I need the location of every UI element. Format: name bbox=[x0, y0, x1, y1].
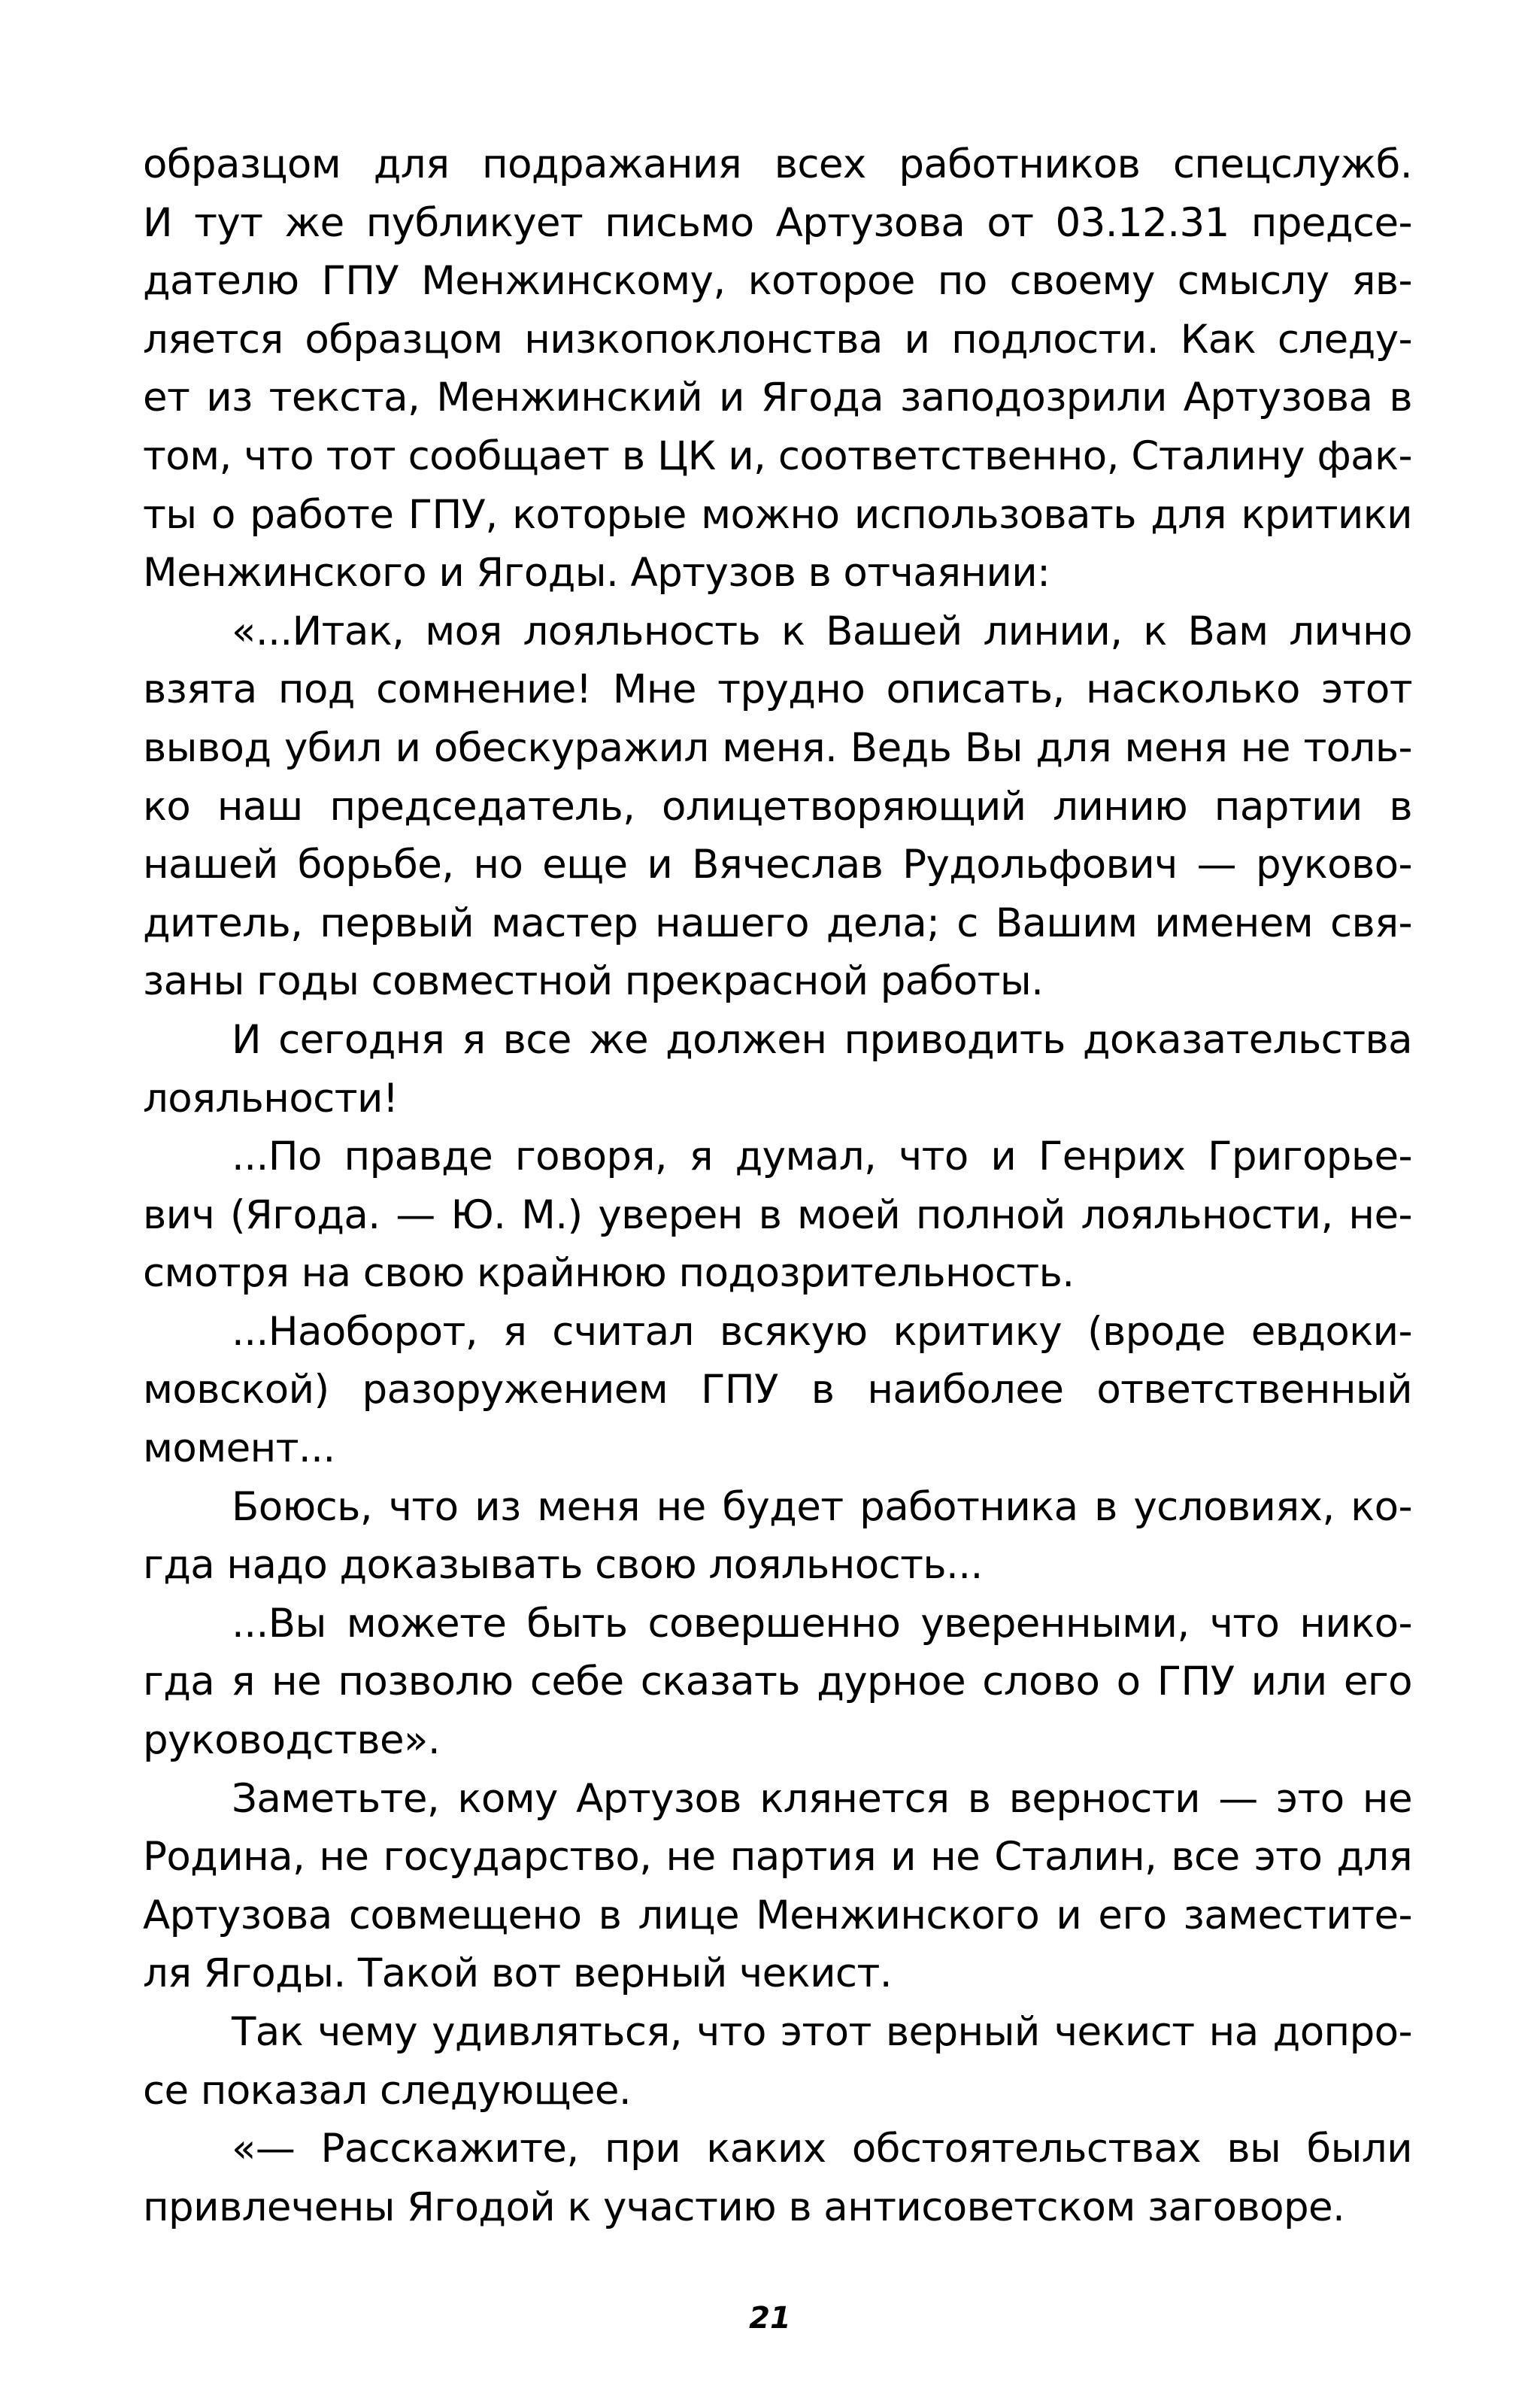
text-line: «...Итак, моя лояльность к Вашей линии, к Вам лично bbox=[232, 608, 1412, 654]
text-line: ...По правде говоря, я думал, что и Генрих Григорье- bbox=[232, 1134, 1412, 1180]
text-line: И тут же публикует письмо Артузова от 03.12.31 предсе- bbox=[143, 199, 1412, 246]
text-line: Боюсь, что из меня не будет работника в условиях, ко- bbox=[232, 1483, 1412, 1530]
text-line: вич (Ягода. — Ю. М.) уверен в моей полной лояльности, не- bbox=[143, 1191, 1412, 1238]
text-line: ты о работе ГПУ, которые можно использовать для критики bbox=[143, 491, 1412, 538]
text-line: «— Расскажите, при каких обстоятельствах вы были bbox=[232, 2126, 1412, 2172]
text-line: Менжинского и Ягоды. Артузов в отчаянии: bbox=[143, 550, 1050, 596]
text-line: ...Наоборот, я считал всякую критику (вроде евдоки- bbox=[232, 1308, 1412, 1355]
text-line: дитель, первый мастер нашего дела; с Вашим именем свя- bbox=[143, 900, 1412, 946]
text-line: се показал следующее. bbox=[143, 2067, 632, 2114]
text-line: нашей борьбе, но еще и Вячеслав Рудольфович — руково- bbox=[143, 842, 1412, 888]
text-line: взята под сомнение! Мне трудно описать, насколько этот bbox=[143, 666, 1412, 713]
text-line: смотря на свою крайнюю подозрительность. bbox=[143, 1250, 1075, 1297]
text-line: привлечены Ягодой к участию в антисоветском заговоре. bbox=[143, 2184, 1345, 2230]
text-line: образцом для подражания всех работников спецслужб. bbox=[143, 141, 1412, 187]
text-line: ет из текста, Менжинский и Ягода заподозрили Артузова в bbox=[143, 375, 1412, 421]
text-line: ко наш председатель, олицетворяющий линию партии в bbox=[143, 783, 1412, 830]
text-line: гда надо доказывать свою лояльность... bbox=[143, 1542, 983, 1589]
text-line: вывод убил и обескуражил меня. Ведь Вы для меня не толь- bbox=[143, 724, 1412, 771]
page-number: 21 bbox=[749, 2301, 791, 2336]
text-line: Родина, не государство, не партия и не Сталин, все это для bbox=[143, 1834, 1412, 1880]
text-line: Заметьте, кому Артузов клянется в верности — это не bbox=[232, 1775, 1412, 1822]
text-line: Так чему удивляться, что этот верный чекист на допро- bbox=[232, 2009, 1412, 2055]
text-line: гда я не позволю себе сказать дурное слово о ГПУ или его bbox=[143, 1659, 1412, 1705]
text-line: момент... bbox=[143, 1425, 335, 1472]
text-line: дателю ГПУ Менжинскому, которое по своему смыслу яв- bbox=[143, 258, 1412, 305]
text-line: заны годы совместной прекрасной работы. bbox=[143, 958, 1044, 1005]
text-line: ля Ягоды. Такой вот верный чекист. bbox=[143, 1950, 892, 1997]
text-line: руководстве». bbox=[143, 1717, 441, 1764]
text-line: мовской) разоружением ГПУ в наиболее ответственный bbox=[143, 1367, 1412, 1413]
text-line: лояльности! bbox=[143, 1075, 399, 1122]
text-line: том, что тот сообщает в ЦК и, соответственно, Сталину фак- bbox=[143, 433, 1412, 479]
text-line: ...Вы можете быть совершенно уверенными, что нико- bbox=[232, 1600, 1412, 1647]
text-line: ляется образцом низкопоклонства и подлости. Как следу- bbox=[143, 316, 1412, 363]
text-line: Артузова совмещено в лице Менжинского и его заместите- bbox=[143, 1892, 1412, 1938]
body-text bbox=[143, 135, 1412, 2236]
text-line: И сегодня я все же должен приводить доказательства bbox=[232, 1016, 1412, 1063]
